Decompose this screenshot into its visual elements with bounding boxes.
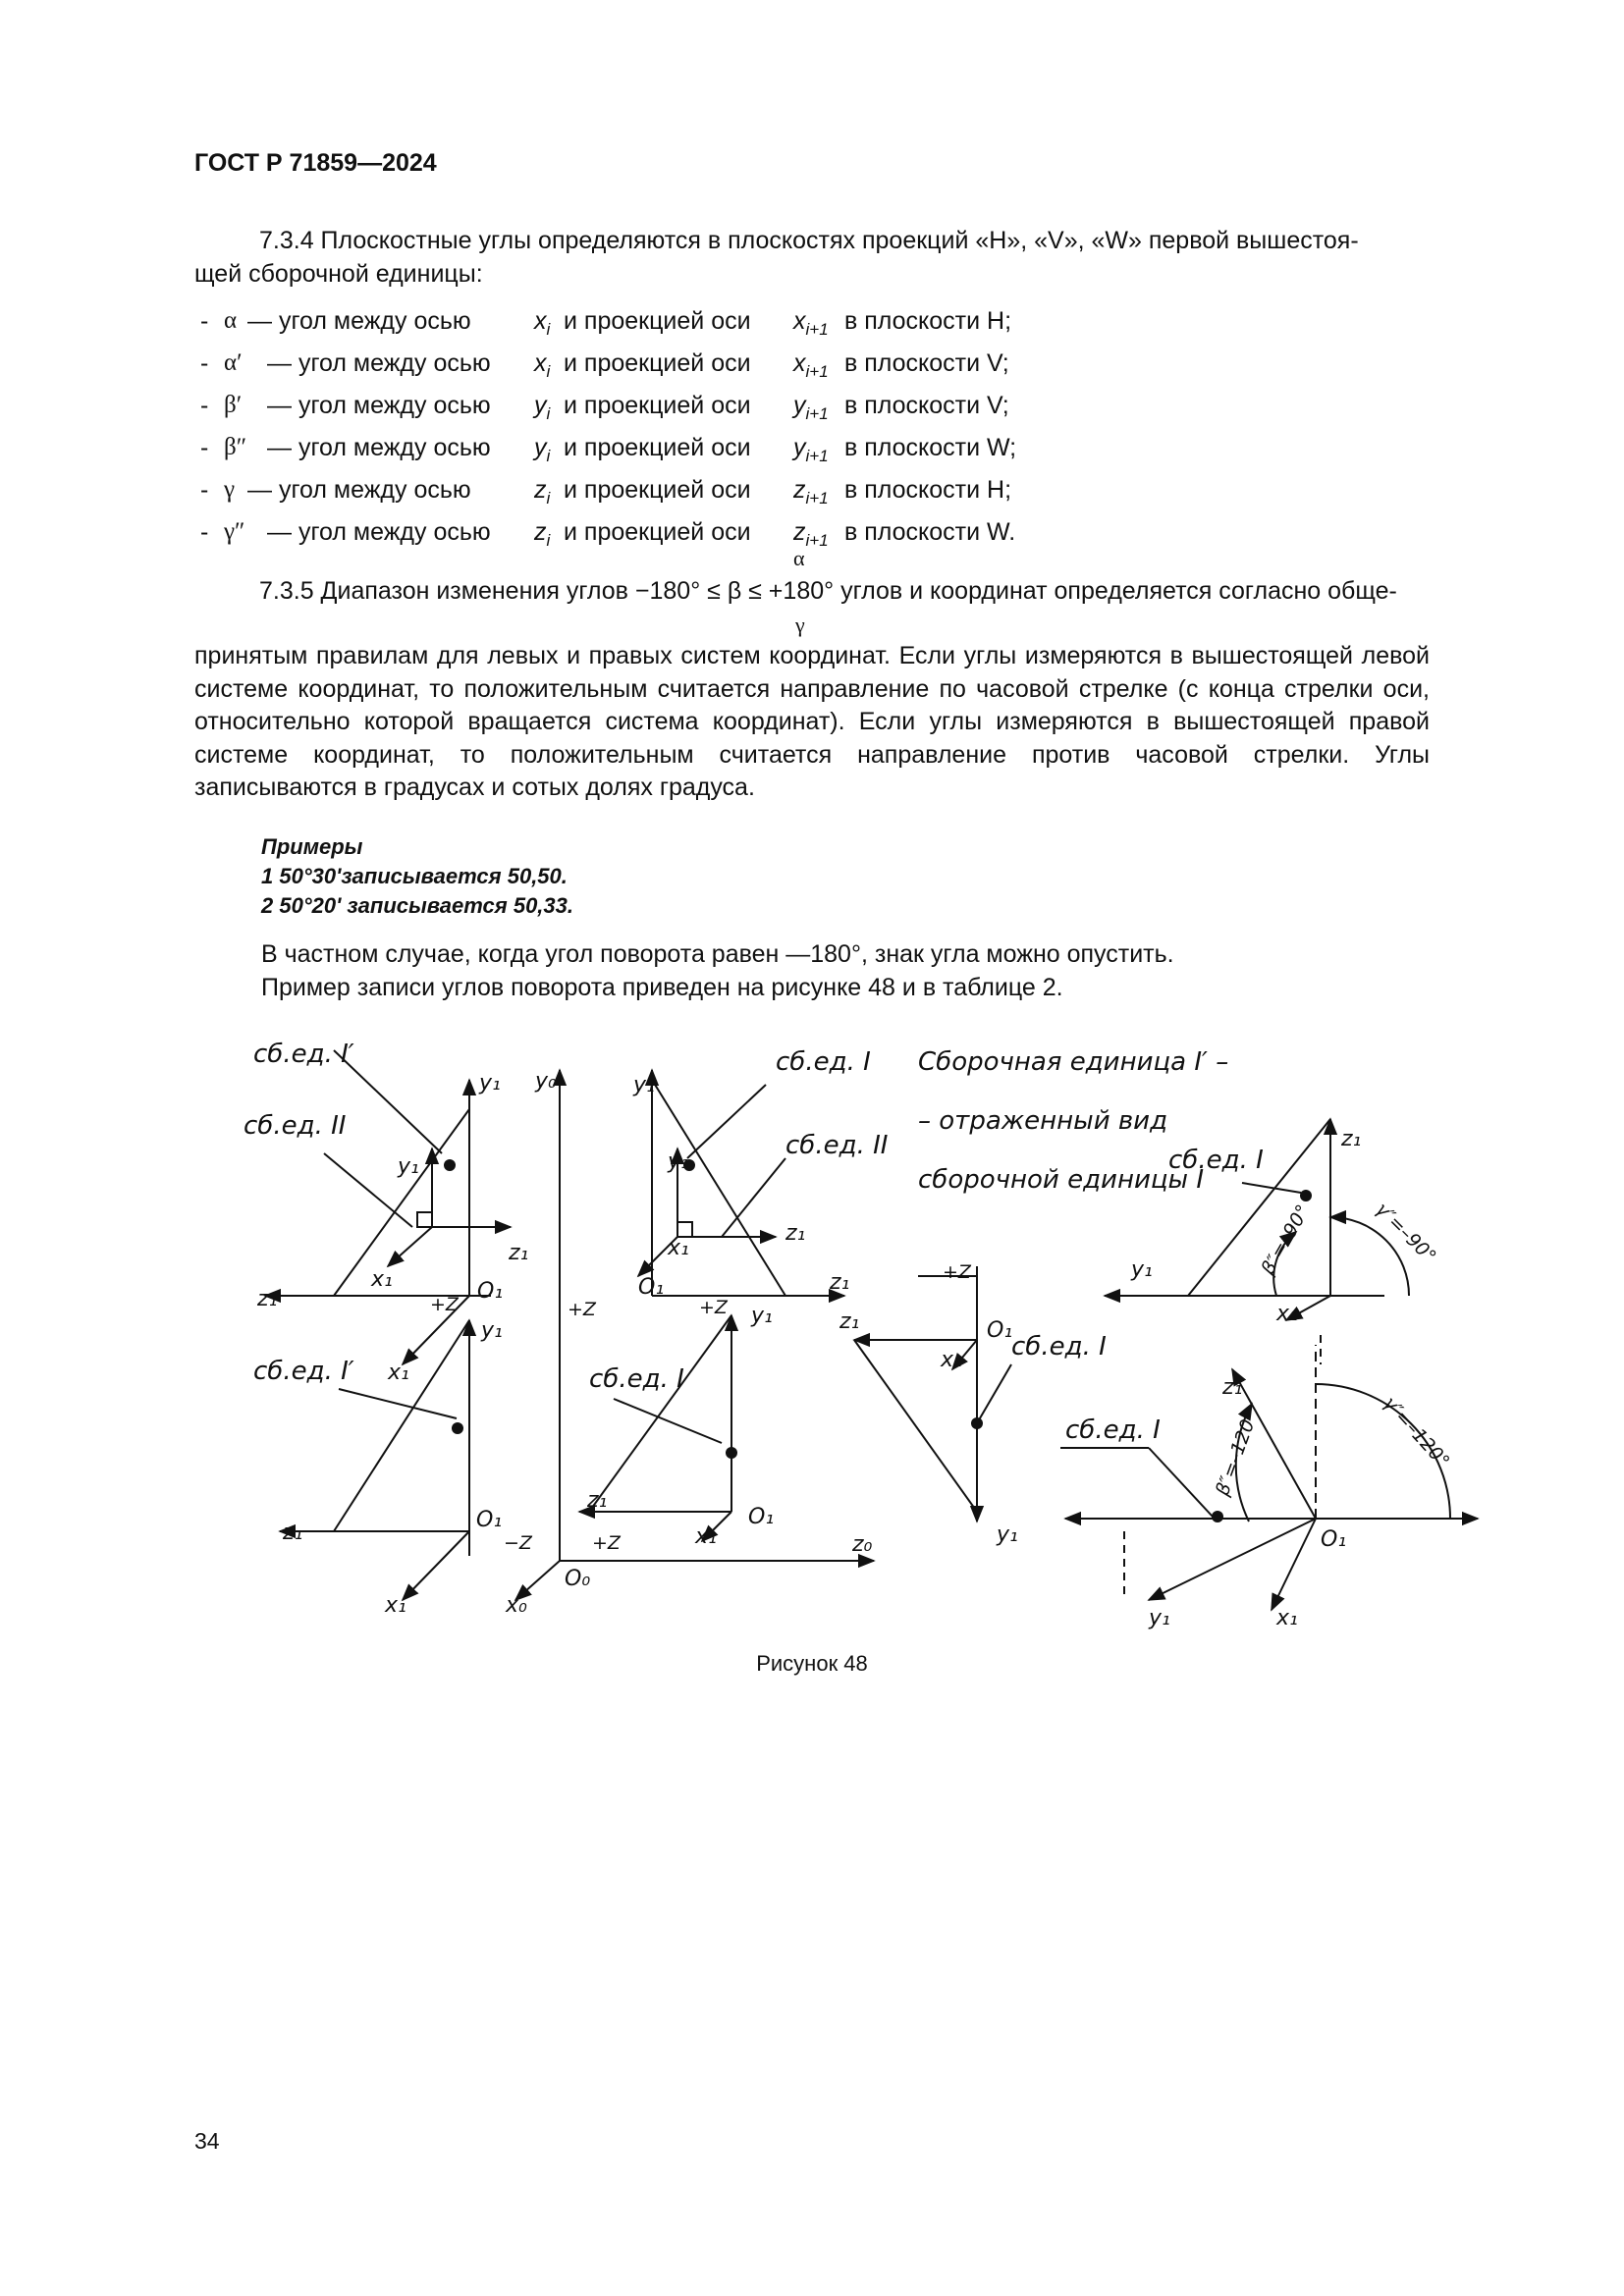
angle-mid: и проекцией оси: [564, 434, 751, 461]
paragraph-example-reference: Пример записи углов поворота приведен на рисунке 48 и в таблице 2.: [261, 974, 1063, 1001]
label-z1-rb: z₁: [1222, 1375, 1243, 1400]
list-dash: -: [200, 392, 209, 419]
label-z1-bm: z₁: [587, 1488, 608, 1513]
angle-symbol: α: [224, 307, 238, 334]
label-x1-tl: x₁: [388, 1361, 409, 1385]
label-x1-tl-inner: x₁: [371, 1267, 393, 1292]
label-y1-rb: y₁: [1149, 1606, 1170, 1630]
angle-mid: и проекцией оси: [564, 476, 751, 504]
angle-symbol: γ″: [224, 518, 245, 545]
label-z1-rm: z₁: [839, 1309, 860, 1334]
paragraph-7-3-5-line1: 7.3.5 Диапазон изменения углов −180° ≤ β ≤ +180° углов и координат определяется согласно обще-: [259, 577, 1397, 605]
paragraph-7-3-4-line1: 7.3.4 Плоскостные углы определяются в плоскостях проекций «H», «V», «W» первой вышестоя-: [259, 227, 1359, 254]
angle-symbol: β′: [224, 392, 243, 418]
stacked-symbol-gamma: γ: [795, 613, 805, 637]
note-line3: сборочной единицы I: [918, 1165, 1205, 1195]
axis-b: $y_{i+1}$: [793, 434, 829, 465]
label-O1-mt: O₁: [638, 1275, 665, 1300]
figure-caption: Рисунок 48: [756, 1651, 868, 1676]
angle-mid: и проекцией оси: [564, 518, 751, 546]
axis-a: $y_i$: [534, 434, 551, 465]
label-z1-tl-inner: z₁: [509, 1241, 529, 1265]
label-x1-bl: x₁: [385, 1593, 406, 1618]
label-minusZ: −Z: [504, 1532, 532, 1554]
label-z0: z₀: [852, 1532, 873, 1557]
label-y1-bm: y₁: [751, 1304, 773, 1328]
angle-desc: — угол между осью: [267, 518, 491, 546]
angle-plane: в плоскости V;: [844, 392, 1009, 419]
label-z1-mt: z₁: [830, 1270, 850, 1295]
axis-b: $z_{i+1}$: [793, 518, 829, 550]
angle-plane: в плоскости W.: [844, 518, 1016, 546]
label-O1-rm: O₁: [987, 1318, 1013, 1343]
label-x0: x₀: [506, 1593, 527, 1618]
note-line1: Сборочная единица I′ –: [918, 1047, 1229, 1077]
label-x1-mt-inner: x₁: [668, 1236, 689, 1260]
label-sb-I-right-top: сб.ед. I: [1168, 1146, 1264, 1175]
label-z1-mt-inner: z₁: [785, 1221, 806, 1246]
label-y1-tl-inner: y₁: [398, 1154, 419, 1179]
angle-symbol: β″: [224, 434, 247, 460]
label-sb-I-right-mid: сб.ед. I: [1011, 1332, 1107, 1362]
axis-a: $x_i$: [534, 349, 551, 381]
label-sb-I-prime-bottom: сб.ед. I′: [253, 1357, 354, 1386]
label-sb-I-top: сб.ед. I: [776, 1047, 871, 1077]
paragraph-7-3-4-line2: щей сборочной единицы:: [194, 260, 483, 288]
label-plusZ-rm: +Z: [943, 1261, 971, 1283]
label-plusZ-mt: +Z: [699, 1297, 728, 1318]
axis-a: $z_i$: [534, 476, 551, 507]
label-O1-tl: O₁: [477, 1279, 504, 1304]
label-x1-rb: x₁: [1276, 1606, 1298, 1630]
label-sb-I-middle: сб.ед. I: [589, 1364, 684, 1394]
angle-symbol: α′: [224, 349, 243, 376]
label-x1-rt: x₁: [1276, 1302, 1298, 1326]
angle-desc: — угол между осью: [267, 434, 491, 461]
label-O1-rb: O₁: [1321, 1527, 1347, 1552]
stacked-symbol-alpha: α: [793, 546, 805, 570]
list-dash: -: [200, 476, 209, 504]
paragraph-special-case: В частном случае, когда угол поворота равен —180°, знак угла можно опустить.: [261, 940, 1174, 968]
label-z1-bl: z₁: [283, 1521, 303, 1545]
angle-mid: и проекцией оси: [564, 349, 751, 377]
label-y1-tl: y₁: [479, 1071, 501, 1095]
list-dash: -: [200, 518, 209, 546]
axis-b: $x_{i+1}$: [793, 349, 829, 381]
angle-plane: в плоскости W;: [844, 434, 1017, 461]
list-dash: -: [200, 434, 209, 461]
label-y1-rt: y₁: [1131, 1257, 1153, 1282]
label-O1-bm: O₁: [748, 1505, 775, 1529]
angle-plane: в плоскости H;: [844, 476, 1012, 504]
angle-symbol: γ: [224, 476, 236, 503]
list-dash: -: [200, 307, 209, 335]
angle-desc: — угол между осью: [247, 476, 471, 504]
label-y1-mt: y₁: [633, 1073, 655, 1097]
label-x1-bm: x₁: [695, 1524, 717, 1549]
label-sb-II-left: сб.ед. II: [244, 1111, 347, 1141]
example-2: 2 50°20ʹ записывается 50,33.: [261, 893, 574, 918]
angle-plane: в плоскости H;: [844, 307, 1012, 335]
label-y1-rm: y₁: [997, 1522, 1018, 1547]
angle-mid: и проекцией оси: [564, 307, 751, 335]
label-z1-tl: z₁: [257, 1287, 278, 1311]
label-x1-rm: x₁: [941, 1348, 962, 1372]
label-beta-minus120: β″=–120°: [1212, 1408, 1263, 1499]
axis-b: $x_{i+1}$: [793, 307, 829, 339]
axis-b: $z_{i+1}$: [793, 476, 829, 507]
label-sb-I-right-bottom: сб.ед. I: [1065, 1415, 1161, 1445]
angle-desc: — угол между осью: [267, 349, 491, 377]
angle-desc: — угол между осью: [247, 307, 471, 335]
label-plusZ-mt-left: +Z: [568, 1299, 596, 1320]
label-z1-rt: z₁: [1341, 1127, 1362, 1151]
axis-a: $y_i$: [534, 392, 551, 423]
label-O1-bl: O₁: [476, 1508, 503, 1532]
axis-a: $z_i$: [534, 518, 551, 550]
angle-mid: и проекцией оси: [564, 392, 751, 419]
label-sb-I-prime-top: сб.ед. I′: [253, 1040, 354, 1069]
label-O0: O₀: [565, 1567, 591, 1591]
label-gamma-minus90: γ″=–90°: [1371, 1198, 1440, 1268]
examples-title: Примеры: [261, 834, 363, 859]
label-beta-minus90: β″=–90°: [1257, 1201, 1315, 1279]
page-number: 34: [194, 2128, 220, 2154]
label-y1-bl: y₁: [481, 1318, 503, 1343]
example-1: 1 50°30ʹзаписывается 50,50.: [261, 864, 568, 888]
label-gamma-minus120: γ″=–120°: [1379, 1392, 1454, 1472]
angle-plane: в плоскости V;: [844, 349, 1009, 377]
label-y0: y₀: [535, 1069, 557, 1094]
note-line2: – отраженный вид: [918, 1106, 1168, 1136]
label-y1-mt-inner: y₁: [668, 1149, 689, 1174]
axis-b: $y_{i+1}$: [793, 392, 829, 423]
document-header: ГОСТ Р 71859—2024: [194, 149, 437, 177]
axis-a: $x_i$: [534, 307, 551, 339]
label-sb-II-middle: сб.ед. II: [785, 1131, 889, 1160]
list-dash: -: [200, 349, 209, 377]
angle-desc: — угол между осью: [267, 392, 491, 419]
label-plusZ-tl: +Z: [430, 1294, 459, 1315]
paragraph-7-3-5-body: принятым правилам для левых и правых систем координат. Если углы измеряются в вышестоящей левой системе координат, то положительным считается направление по часовой стрелке (с конца стрелки оси, относительно которой вращается система координат). Если углы измеряются в вышестоящей правой системе координат, то положительным считается направление против часовой стрелки. Углы записываются в градусах и сотых долях градуса.: [194, 642, 1430, 801]
label-plusZ-bm: +Z: [592, 1532, 621, 1554]
